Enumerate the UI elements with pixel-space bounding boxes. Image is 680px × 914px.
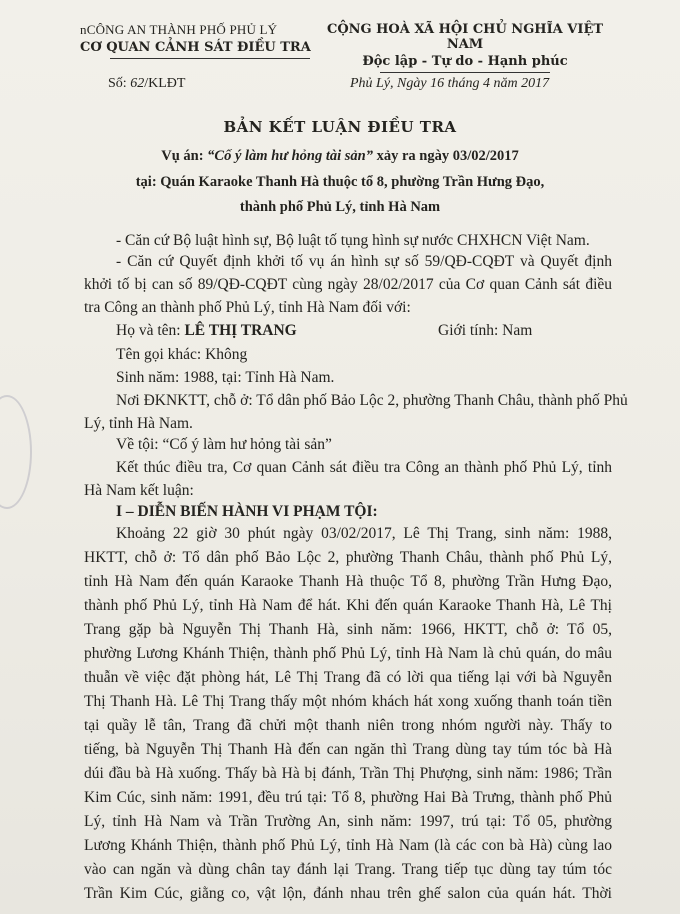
person-name-line <box>116 322 297 340</box>
body-line-6: phường Lương Khánh Thiện, thành phố Phủ Lý, tỉnh Hà Nam là chủ quán, do mâu <box>84 645 612 662</box>
basis-line-2: - Căn cứ Quyết định khởi tố vụ án hình sự số 59/QĐ-CQĐT và Quyết định <box>116 253 612 270</box>
person-gender: Giới tính: Nam <box>438 322 533 339</box>
person-alias: Tên gọi khác: Không <box>116 346 248 363</box>
basis-line-3: khởi tố bị can số 89/QĐ-CQĐT cùng ngày 28/02/2017 của Cơ quan Cảnh sát điều <box>84 276 612 293</box>
person-name: LÊ THỊ TRANG <box>184 322 297 339</box>
person-charge: Về tội: “Cố ý làm hư hỏng tài sản” <box>116 436 332 453</box>
body-line-12: Kim Cúc, sinh năm: 1991, đều trú tại: Tổ 8, phường Hai Bà Trưng, thành phố Phủ <box>84 789 612 806</box>
national-title: CỘNG HOÀ XÃ HỘI CHỦ NGHĨA VIỆT NAM <box>326 22 604 52</box>
national-header <box>320 22 610 73</box>
document-number-suffix: /KLĐT <box>144 76 186 91</box>
body-line-15: vào can ngăn và dùng chân tay đánh lại Trang. Trang tiếp tục dùng tay túm tóc <box>84 861 612 878</box>
stamp-mark <box>0 395 32 509</box>
body-line-4: thành phố Phủ Lý, tỉnh Hà Nam để hát. Khi đến quán Karaoke Thanh Hà, Lê Thị <box>84 597 612 614</box>
date-day: 16 <box>430 76 445 91</box>
body-line-16: Trần Kim Cúc, giằng co, vật lộn, đánh nhau trên ghế salon của quán hát. Thời <box>84 885 612 902</box>
conclusion-line-1: Kết thúc điều tra, Cơ quan Cảnh sát điều tra Công an thành phố Phủ Lý, tỉnh <box>116 459 612 476</box>
person-name-label: Họ và tên: <box>116 322 185 339</box>
body-line-7: thuẫn về việc đặt phòng hát, Lê Thị Trang đã có lời qua tiếng lại với bà Nguyễn <box>84 669 612 686</box>
document-title: BẢN KẾT LUẬN ĐIỀU TRA <box>223 118 457 136</box>
basis-line-4: tra Công an thành phố Phủ Lý, tỉnh Hà Nam đối với: <box>84 299 411 316</box>
case-date: xảy ra ngày 03/02/2017 <box>372 148 519 164</box>
issuer-underline <box>110 58 310 59</box>
body-line-3: tỉnh Hà Nam đến quán Karaoke Thanh Hà thuộc Tổ 8, phường Trần Hưng Đạo, <box>84 573 612 590</box>
person-birth: Sinh năm: 1988, tại: Tỉnh Hà Nam. <box>116 369 335 386</box>
document-number-prefix: Số: <box>108 76 127 91</box>
document-number <box>108 76 185 92</box>
body-line-1: Khoảng 22 giờ 30 phút ngày 03/02/2017, Lê Thị Trang, sinh năm: 1988, <box>116 525 612 542</box>
case-label: Vụ án: <box>161 148 208 164</box>
body-line-11: dúi đầu bà Hà xuống. Thấy bà Hà bị đánh, Trần Thị Phượng, sinh năm: 1986; Trần <box>84 765 612 782</box>
case-line-1 <box>0 148 680 165</box>
document-date <box>350 76 549 92</box>
section-heading: I – DIỄN BIẾN HÀNH VI PHẠM TỘI: <box>116 503 378 520</box>
case-line-3: thành phố Phủ Lý, tỉnh Hà Nam <box>239 199 441 215</box>
body-line-10: tiếng, bà Nguyễn Thị Thanh Hà đến can ngăn thì Trang dùng tay túm tóc bà Hà <box>84 741 612 758</box>
body-line-14: Lương Khánh Thiện, thành phố Phủ Lý, tỉnh Hà Nam (là các con bà Hà) cùng lao <box>84 837 612 854</box>
document-number-value: 62 <box>130 76 145 91</box>
person-residence-line-1: Nơi ĐKNKTT, chỗ ở: Tổ dân phố Bảo Lộc 2, phường Thanh Châu, thành phố Phủ <box>116 392 628 409</box>
issuer-header <box>80 22 340 59</box>
body-line-2: HKTT, chỗ ở: Tổ dân phố Bảo Lộc 2, phường Thanh Châu, thành phố Phủ Lý, <box>84 549 612 566</box>
issuer-agency: nCÔNG AN THÀNH PHỐ PHỦ LÝ <box>80 22 278 37</box>
issuer-department: CƠ QUAN CẢNH SÁT ĐIỀU TRA <box>80 40 311 55</box>
motto-underline <box>380 72 550 73</box>
national-motto: Độc lập - Tự do - Hạnh phúc <box>362 54 568 69</box>
date-month-year: tháng 4 năm 2017 <box>447 76 550 91</box>
body-line-13: Lý, tỉnh Hà Nam và Trần Trường An, sinh năm: 1997, trú tại: Tổ 05, phường <box>84 813 612 830</box>
case-charge: “Cố ý làm hư hỏng tài sản” <box>207 148 373 164</box>
case-line-2: tại: Quán Karaoke Thanh Hà thuộc tổ 8, phường Trần Hưng Đạo, <box>135 174 545 190</box>
conclusion-line-2: Hà Nam kết luận: <box>84 482 194 499</box>
body-line-8: Thị Thanh Hà. Lê Thị Trang thấy một nhóm khách hát xong xuống thanh toán tiền <box>84 693 612 710</box>
body-line-5: Trang gặp bà Nguyễn Thị Thanh Hà, sinh năm: 1966, HKTT, chỗ ở: Tổ 05, <box>84 621 612 638</box>
person-residence-line-2: Lý, tỉnh Hà Nam. <box>84 415 193 432</box>
date-prefix: Phủ Lý, Ngày <box>350 76 427 91</box>
basis-line-1: - Căn cứ Bộ luật hình sự, Bộ luật tố tụng hình sự nước CHXHCN Việt Nam. <box>116 232 590 249</box>
body-line-9: tại quầy lễ tân, Trang đã chửi một thanh niên trong nhóm người này. Thấy to <box>84 717 612 734</box>
